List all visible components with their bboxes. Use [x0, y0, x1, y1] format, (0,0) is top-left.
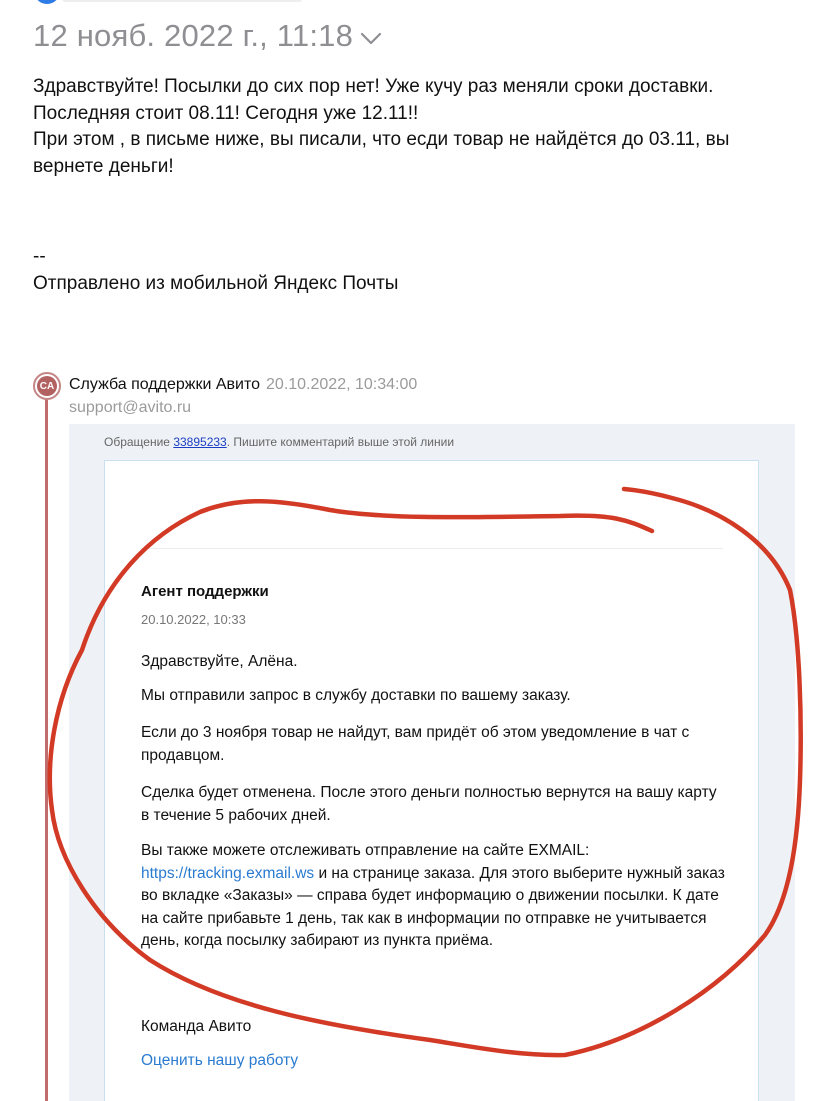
sender-name[interactable]: Служба поддержки Авито [69, 376, 261, 393]
paragraph-4 [141, 840, 726, 953]
tracking-link[interactable]: https://tracking.exmail.ws [141, 864, 315, 882]
card-divider [140, 548, 723, 549]
ticket-suffix: . Пишите комментарий выше этой линии [226, 435, 455, 449]
body-line: Последняя стоит 08.11! Сегодня уже 12.11!! [33, 102, 419, 124]
agent-title: Агент поддержки [141, 583, 269, 600]
signature-text: Отправлено из мобильной Яндекс Почты [33, 273, 399, 294]
paragraph-4-end: и на странице заказа. Для этого выберите нужный заказ во вкладке «Заказы» — справа будет информацию о движении посылки. К дате на сайте прибавьте 1 день, так как в информации по отправке не учитывается день, когда посылку забирают из пункта приёма. [141, 864, 725, 950]
support-message-card [104, 460, 759, 1101]
greeting: Здравствуйте, Алёна. [141, 653, 298, 670]
email-body [33, 74, 813, 180]
body-line: Здравствуйте! Посылки до сих пор нет! Уже кучу раз меняли сроки доставки. [33, 76, 714, 97]
avatar [33, 372, 61, 400]
ticket-line [104, 435, 454, 449]
quoted-sender [69, 376, 417, 394]
chevron-down-icon[interactable] [359, 28, 383, 48]
body-line: вернете деньги! [33, 155, 174, 177]
signature-separator: -- [33, 246, 46, 267]
quote-thread-line [45, 396, 48, 1101]
sender-email[interactable]: support@avito.ru [69, 399, 192, 416]
sender-header-top [62, 0, 302, 2]
sender-date: 20.10.2022, 10:34:00 [266, 376, 418, 393]
ticket-number-link[interactable]: 33895233 [173, 435, 227, 449]
paragraph-4-start: Вы также можете отслеживать отправление на сайте EXMAIL: [141, 842, 590, 859]
paragraph-3: Сделка будет отменена. После этого деньги полностью вернутся на вашу карту в течение 5 рабочих дней. [141, 784, 717, 824]
paragraph-1: Мы отправили запрос в службу доставки по вашему заказу. [141, 687, 571, 704]
email-date-header[interactable] [33, 18, 383, 54]
email-date-text: 12 нояб. 2022 г., 11:18 [33, 18, 354, 53]
agent-date: 20.10.2022, 10:33 [141, 612, 246, 627]
team-signature: Команда Авито [141, 1018, 252, 1035]
body-line: При этом , в письме ниже, вы писали, что есди товар не найдётся до 03.11, вы [33, 129, 730, 150]
ticket-prefix: Обращение [104, 435, 170, 449]
paragraph-2: Если до 3 ноября товар не найдут, вам придёт об этом уведомление в чат с продавцом. [141, 724, 690, 764]
avatar-initials: CA [37, 376, 57, 396]
sender-avatar-top [34, 0, 60, 4]
rate-our-work-link[interactable]: Оценить нашу работу [141, 1052, 299, 1069]
